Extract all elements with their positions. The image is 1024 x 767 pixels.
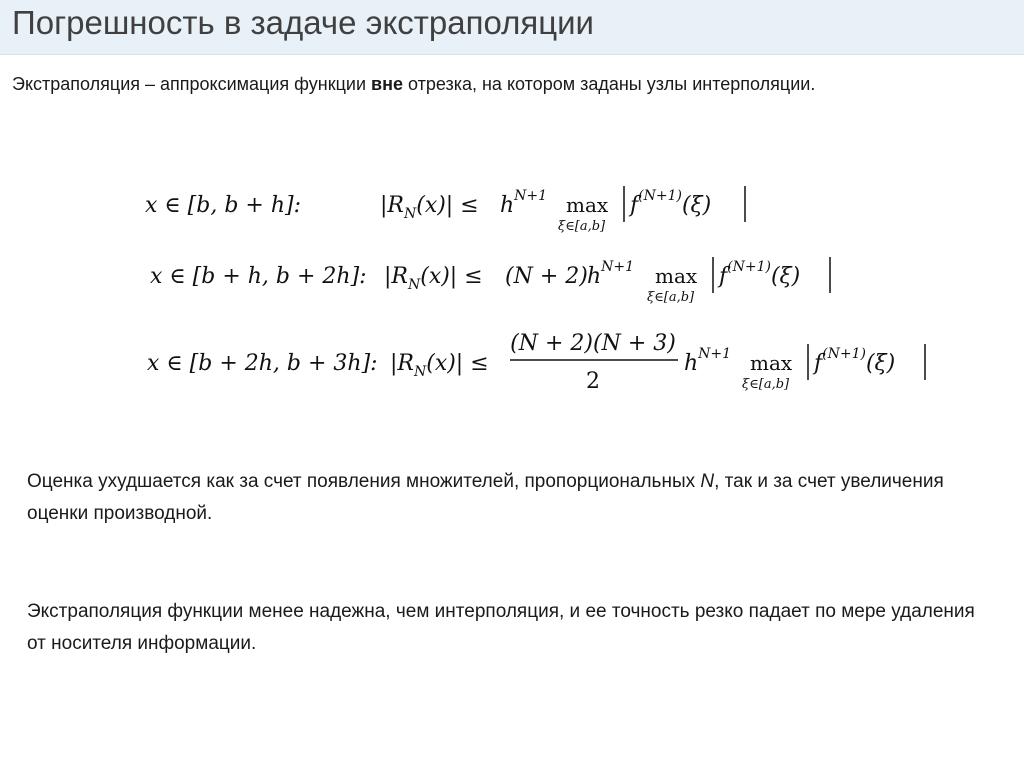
paragraph-2: Экстраполяция функции менее надежна, чем интерполяция, и ее точность резко падает по мере удаления от носителя информации. bbox=[27, 601, 975, 654]
formula-2-lhs-sub: N bbox=[407, 277, 421, 293]
formula-2-h-base: h bbox=[587, 264, 602, 289]
formula-3-f-arg: (ξ) bbox=[865, 351, 896, 376]
paragraph-1-after: , так и за счет увеличения оценки производной. bbox=[27, 471, 944, 524]
formula-1-f-base: f bbox=[630, 193, 639, 218]
formula-2-f-arg: (ξ) bbox=[770, 264, 801, 289]
formula-1-f-arg: (ξ) bbox=[681, 193, 712, 218]
formula-2-h bbox=[587, 259, 634, 289]
formula-2-max-sub: ξ∈[a,b] bbox=[647, 290, 695, 305]
formula-3-frac-num: (N + 2)(N + 3) bbox=[510, 331, 676, 356]
intro-before: Экстраполяция – аппроксимация функции bbox=[12, 74, 372, 94]
title-bar bbox=[0, 0, 1024, 55]
formula-1-lhs bbox=[380, 193, 479, 222]
formula-3-h bbox=[684, 346, 731, 376]
formula-3-f-base: f bbox=[814, 351, 823, 376]
intro-after: отрезка, на котором заданы узлы интерполяции. bbox=[402, 74, 816, 94]
formula-3-lhs-r: |R bbox=[390, 351, 414, 376]
formula-3-lhs bbox=[390, 351, 489, 380]
formula-1-h-base: h bbox=[500, 193, 515, 218]
formula-1-lhs-r: |R bbox=[380, 193, 404, 218]
formula-1-h bbox=[500, 188, 547, 218]
formula-1-h-sup: N+1 bbox=[514, 188, 548, 204]
formula-2-lhs bbox=[384, 264, 483, 293]
formula-3-max: max bbox=[750, 351, 793, 375]
formula-2-lhs-r: |R bbox=[384, 264, 408, 289]
formula-1-max: max bbox=[566, 193, 609, 217]
formula-1-interval: x ∈ [b, b + h]: bbox=[145, 193, 301, 218]
formula-3-lhs-tail: (x)| ≤ bbox=[426, 351, 489, 376]
formula-3 bbox=[147, 331, 925, 394]
formula-3-h-base: h bbox=[684, 351, 699, 376]
formula-2-lhs-tail: (x)| ≤ bbox=[420, 264, 483, 289]
formula-block bbox=[0, 170, 1024, 410]
formula-2 bbox=[150, 257, 830, 305]
formula-3-h-sup: N+1 bbox=[698, 346, 732, 362]
formula-2-f-sup: (N+1) bbox=[727, 259, 771, 275]
formula-3-f-sup: (N+1) bbox=[822, 346, 866, 362]
formula-2-max: max bbox=[655, 264, 698, 288]
formula-2-interval: x ∈ [b + h, b + 2h]: bbox=[150, 264, 367, 289]
formula-1-f bbox=[628, 188, 711, 218]
formula-3-max-sub: ξ∈[a,b] bbox=[742, 377, 790, 392]
intro-text bbox=[12, 74, 815, 95]
formula-3-interval: x ∈ [b + 2h, b + 3h]: bbox=[147, 351, 378, 376]
formula-1-lhs-sub: N bbox=[403, 206, 417, 222]
intro-bold: вне bbox=[371, 74, 403, 94]
formula-1-f-sup: (N+1) bbox=[638, 188, 682, 204]
formula-1 bbox=[145, 186, 745, 234]
formula-1-lhs-tail: (x)| ≤ bbox=[416, 193, 479, 218]
formula-2-coef: (N + 2) bbox=[505, 264, 588, 289]
paragraph-1-italic: N bbox=[700, 471, 715, 492]
paragraph-1-before: Оценка ухудшается как за счет появления множителей, пропорциональных bbox=[27, 471, 701, 492]
formula-3-lhs-sub: N bbox=[413, 364, 427, 380]
formula-2-f-base: f bbox=[719, 264, 728, 289]
formula-2-f bbox=[717, 259, 800, 289]
formula-3-f bbox=[812, 346, 895, 376]
formula-1-max-sub: ξ∈[a,b] bbox=[558, 219, 606, 234]
formula-3-frac-den: 2 bbox=[586, 369, 600, 394]
formula-svg bbox=[0, 170, 1024, 410]
slide-title: Погрешность в задаче экстраполяции bbox=[12, 4, 594, 41]
paragraph-1 bbox=[27, 466, 987, 530]
formula-2-h-sup: N+1 bbox=[601, 259, 635, 275]
